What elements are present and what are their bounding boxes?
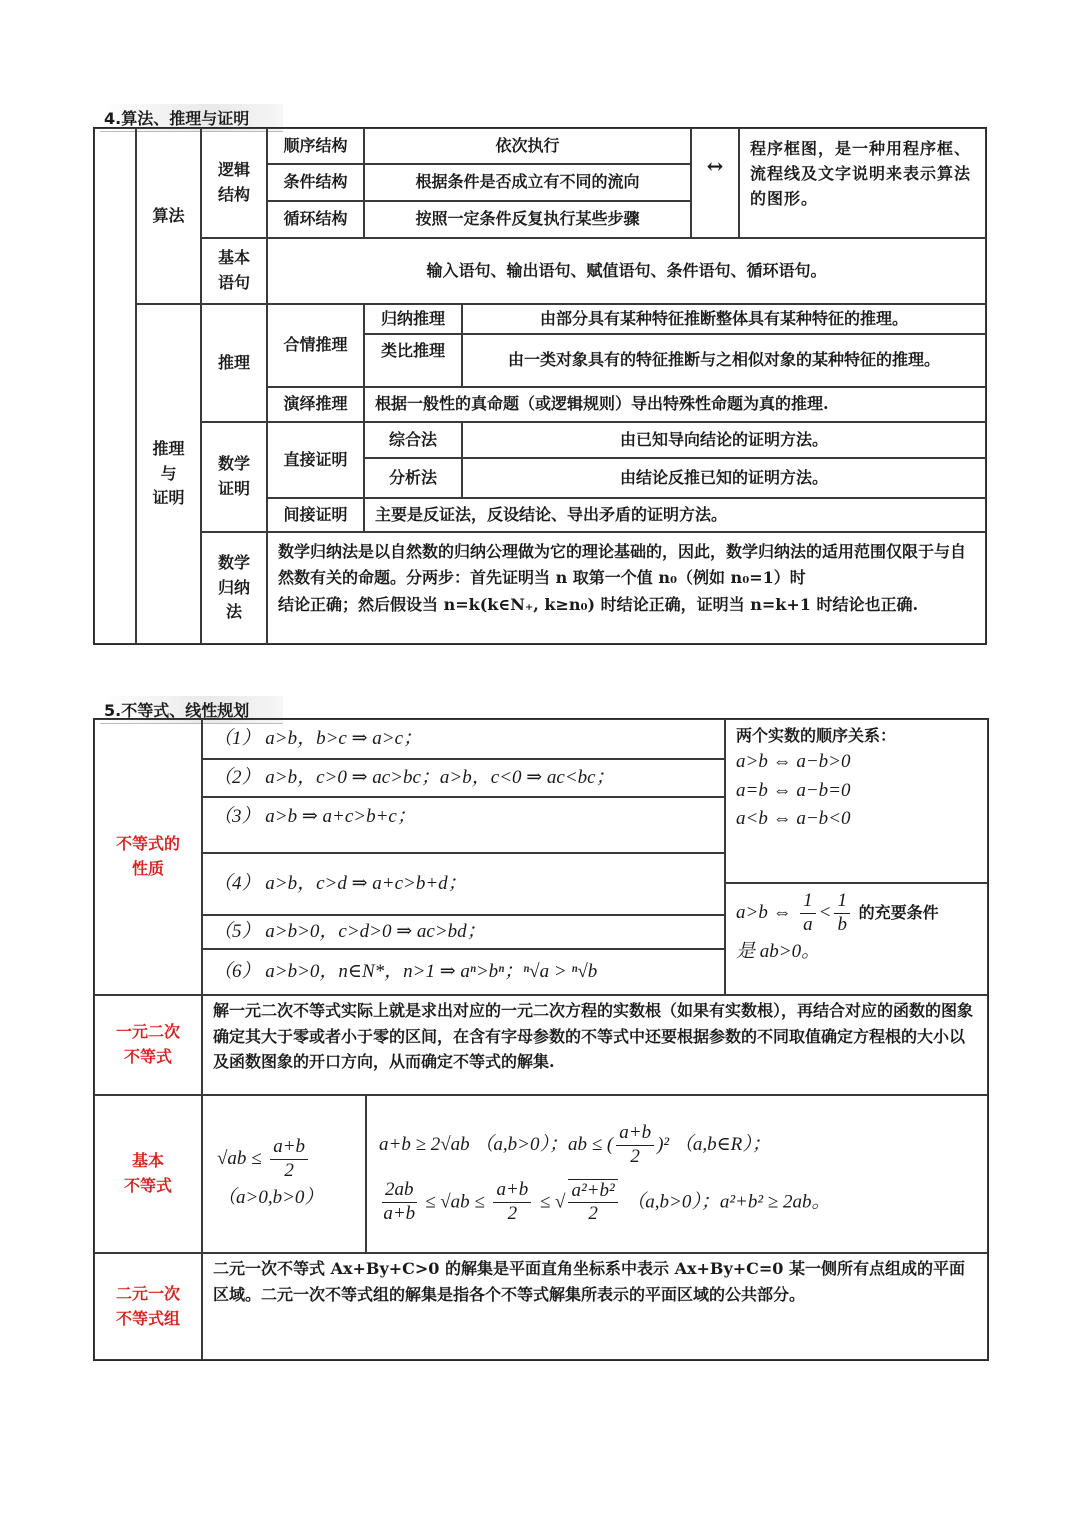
- loop-name: 循环结构: [267, 201, 364, 238]
- section4-title: 4.算法、推理与证明: [100, 104, 283, 132]
- section5-title: 5.不等式、线性规划: [100, 696, 283, 724]
- frac-a-plus-b: $\frac{a+b}{2}$: [493, 1179, 531, 1226]
- deductive-name: 演绎推理: [267, 387, 364, 422]
- deductive-desc: 根据一般性的真命题（或逻辑规则）导出特殊性命题为真的推理.: [364, 387, 986, 422]
- math-proof-label: 数学 证明: [201, 422, 267, 532]
- induction-text-2: 结论正确；然后假设当 n=k(k∈N₊, k≥n₀) 时结论正确，证明当 n=k+1 时结论也正确.: [278, 594, 919, 614]
- order-line-2: a=b ⇔ a−b=0: [736, 779, 851, 801]
- sequential-desc: 依次执行: [364, 128, 691, 164]
- basic-left-cond: （a>0,b>0）: [217, 1186, 324, 1208]
- order-title: 两个实数的顺序关系：: [736, 726, 897, 745]
- section5-table: [93, 718, 989, 1361]
- analogy-desc: 由一类对象具有的特征推断与之相似对象的某种特征的推理。: [462, 334, 986, 387]
- frac-a2-plus-b2: $\frac{\text{a²+b²}}{2}$: [568, 1179, 617, 1227]
- analytic-desc: 由结论反推已知的证明方法。: [462, 458, 986, 498]
- synthetic-name: 综合法: [364, 422, 462, 458]
- frac-1-over-a: $\frac{1}{a}$: [800, 890, 816, 937]
- frac-1-over-b: $\frac{1}{b}$: [834, 890, 850, 937]
- section4-table: [93, 127, 987, 645]
- recip-cond: 是 ab>0。: [736, 940, 821, 962]
- conditional-name: 条件结构: [267, 164, 364, 201]
- order-line-3: a<b ⇔ a−b<0: [736, 808, 851, 829]
- basic-right-1a: a+b ≥ 2√ab （a,b>0）；ab ≤ (: [379, 1133, 614, 1155]
- basic-statement-label: 基本 语句: [201, 238, 267, 304]
- quad-desc: 解一元二次不等式实际上就是求出对应的一元二次方程的实数根（如果有实数根），再结合对应的函数的图象确定其大于零或者小于零的区间，在含有字母参数的不等式中还要根据参数的不同取值确定方程根的大小以及函数图象的开口方向，从而确定不等式的解集.: [202, 995, 988, 1095]
- inference-label: 推理: [201, 304, 267, 422]
- basic-right-2-end: （a,b>0）；a²+b² ≥ 2ab。: [626, 1190, 831, 1212]
- basic-ineq-left: [202, 1095, 366, 1253]
- double-arrow-icon: ↔: [691, 128, 739, 238]
- order-relation-box: [725, 719, 988, 883]
- conditional-desc: 根据条件是否成立有不同的流向: [364, 164, 691, 201]
- indirect-proof-desc: 主要是反证法，反设结论、导出矛盾的证明方法。: [364, 498, 986, 532]
- analytic-name: 分析法: [364, 458, 462, 498]
- recip-pre: a>b ⇔: [736, 901, 792, 923]
- basic-statement-desc: 输入语句、输出语句、赋值语句、条件语句、循环语句。: [267, 238, 986, 304]
- order-line-1: a>b ⇔ a−b>0: [736, 751, 851, 772]
- prop-1: （1） a>b，b>c ⇒ a>c；: [202, 719, 725, 759]
- prop-2: （2） a>b，c>0 ⇒ ac>bc；a>b，c<0 ⇒ ac<bc；: [202, 759, 725, 797]
- prop-3: （3） a>b ⇒ a+c>b+c；: [202, 797, 725, 853]
- frac-a-plus-b-over-2: $\frac{a+b}{2}$: [270, 1136, 308, 1183]
- frac-2ab: $\frac{2ab}{a+b}$: [383, 1179, 416, 1224]
- prop-5: （5） a>b>0，c>d>0 ⇒ ac>bd；: [202, 915, 725, 949]
- synthetic-desc: 由已知导向结论的证明方法。: [462, 422, 986, 458]
- inductive-desc: 由部分具有某种特征推断整体具有某种特征的推理。: [462, 304, 986, 334]
- basic-right-2-sqrt: ≤ √: [539, 1190, 566, 1212]
- direct-proof-label: 直接证明: [267, 422, 364, 498]
- quad-label: 一元二次 不等式: [94, 995, 202, 1095]
- prop-4: （4） a>b，c>d ⇒ a+c>b+d；: [202, 853, 725, 915]
- flowchart-note: 程序框图，是一种用程序框、流程线及文字说明来表示算法的图形。: [739, 128, 986, 238]
- analogy-name: 类比推理: [364, 334, 462, 387]
- linear-desc: 二元一次不等式 Ax+By+C>0 的解集是平面直角坐标系中表示 Ax+By+C=0 某一侧所有点组成的平面区域。二元一次不等式组的解集是指各个不等式解集所表示的平面区域的公共部分。: [202, 1253, 988, 1360]
- recip-text: 的充要条件: [858, 902, 939, 922]
- frac-right-1: $\frac{a+b}{2}$: [616, 1122, 654, 1169]
- reciprocal-box: a>b ⇔ $\frac{1}{a}$ < $\frac{1}{b}$ 的充要条件 是 ab>0。: [725, 883, 988, 995]
- props-label: 不等式的 性质: [94, 719, 202, 995]
- inductive-name: 归纳推理: [364, 304, 462, 334]
- sqrt-ab-le: √ab ≤: [217, 1147, 262, 1169]
- loop-desc: 按照一定条件反复执行某些步骤: [364, 201, 691, 238]
- algo-label: 算法: [136, 128, 201, 304]
- basic-right-2-mid: ≤ √ab ≤: [425, 1190, 485, 1212]
- reasoning-proof-label: 推理 与 证明: [136, 304, 201, 644]
- math-induction-label: 数学 归纳 法: [201, 532, 267, 644]
- spacer-column: [94, 128, 136, 644]
- logic-structure-label: 逻辑 结构: [201, 128, 267, 238]
- linear-label: 二元一次 不等式组: [94, 1253, 202, 1360]
- induction-text-1: 数学归纳法是以自然数的归纳公理做为它的理论基础的，因此，数学归纳法的适用范围仅限于与自然数有关的命题。分两步：首先证明当 n 取第一个值 n₀（例如 n₀=1）时: [278, 542, 967, 588]
- basic-ineq-label: 基本 不等式: [94, 1095, 202, 1253]
- prop-6: （6） a>b>0，n∈N*，n>1 ⇒ aⁿ>bⁿ；ⁿ√a > ⁿ√b: [202, 949, 725, 995]
- sequential-name: 顺序结构: [267, 128, 364, 164]
- basic-right-1b: )² （a,b∈R）；: [657, 1133, 771, 1155]
- plausible-label: 合情推理: [267, 304, 364, 387]
- indirect-proof-label: 间接证明: [267, 498, 364, 532]
- math-induction-desc: [267, 532, 986, 644]
- basic-ineq-right: [366, 1095, 988, 1253]
